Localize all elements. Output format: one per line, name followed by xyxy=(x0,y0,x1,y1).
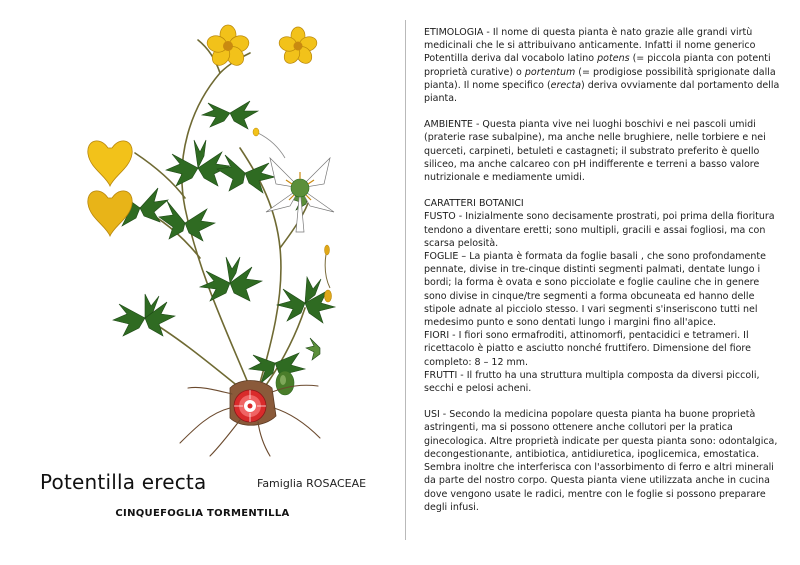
etimologia-text-2: (= piccola pianta con potenti proprietà curative) o xyxy=(424,53,771,78)
etimologia-text-1: ETIMOLOGIA - Il nome di questa pianta è nato grazie alle grandi virtù medicinali che le si attribuivano anticamente. Infatti il nome generico Potentilla deriva dal vocabolo latino xyxy=(424,27,756,65)
section-etimologia xyxy=(424,26,780,105)
etimologia-text-4: ) deriva ovviamente dal portamento della pianta. xyxy=(424,79,780,105)
flower-top xyxy=(205,25,251,69)
seed-detail-2 xyxy=(325,290,332,302)
caratteri-heading: CARATTERI BOTANICI xyxy=(424,198,524,210)
stems xyxy=(135,40,310,400)
section-ambiente: AMBIENTE - Questa pianta vive nei luoghi boschivi e nei pascoli umidi (praterie rase subalpine), ma anche nelle brughiere, nelle torbiere e nei querceti, carpineti, betuleti e castagneti; il substrato preferito è quello siliceo, ma anche calcareo con pH indifferente e terreni a basso valore nutrizionale e mediamente umidi. xyxy=(424,119,766,184)
seed-detail-1 xyxy=(325,245,331,288)
column-divider xyxy=(405,20,406,540)
species-name: Potentilla erecta xyxy=(40,470,207,494)
achene-detail xyxy=(276,371,294,395)
stamen-detail xyxy=(253,128,285,158)
petal-detail-2 xyxy=(88,191,132,236)
petal-detail-1 xyxy=(88,141,132,186)
common-name: CINQUEFOGLIA TORMENTILLA xyxy=(115,508,290,519)
flower-right xyxy=(277,27,318,66)
section-usi: USI - Secondo la medicina popolare questa pianta ha buone proprietà astringenti, ma si possono ottenere anche collutori per la pratica ginecologica. Altre proprietà indicate per questa pianta sono: odontalgica, decongestionante, antibiotica, antidiuretica, ipoglicemica, emostatica. Sembra inoltre che interferisca con l'assorbimento di ferro e altri minerali da parte del nostro corpo. Questa pianta viene utilizzata anche in cucina dove vengono usate le radici, mentre con le foglie si possono preparare degli infusi. xyxy=(424,409,778,513)
paragraph-foglie: FOGLIE – La pianta è formata da foglie basali , che sono profondamente pennate, divise in tre-cinque distinti segmenti palmati, dentate lungo i bordi; la forma è ovata e sono picciolate e foglie cauline che in genere sono divise in cinque/tre segmenti a forma obcuneata ed hanno delle stipole adnate al picciolo stesso. I vari segmenti s'inseriscono tutti nel medesimo punto e sono dentati lungo i margini fino all'apice. xyxy=(424,251,766,329)
root-cross-section xyxy=(234,390,266,422)
paragraph-fiori: FIORI - I fiori sono ermafroditi, attinomorfi, pentacidici e tetrameri. Il ricettacolo è piatto e asciutto nonché fruttifero. Dimensione del fiore completo: 8 – 12 mm. xyxy=(424,330,751,368)
flower-section-detail xyxy=(266,158,334,232)
leaves xyxy=(112,101,335,383)
etimologia-text-3: (= prodigiose possibilità sprigionate dalla pianta). Il nome specifico ( xyxy=(424,66,776,91)
paragraph-fusto: FUSTO - Inizialmente sono decisamente prostrati, poi prima della fioritura tendono a diventare eretti; sono multipli, gracili e assai fogliosi, ma con scarsa pelosità. xyxy=(424,211,775,249)
etimologia-term-potens: potens xyxy=(597,53,630,65)
paragraph-frutti: FRUTTI - Il frutto ha una struttura multipla composta da diversi piccoli, secchi e pelosi acheni. xyxy=(424,369,760,395)
etimologia-term-portentum: portentum xyxy=(524,66,576,78)
botanical-illustration xyxy=(80,18,370,458)
etimologia-term-erecta: erecta xyxy=(550,79,582,91)
description-panel xyxy=(424,26,780,527)
section-caratteri-botanici xyxy=(424,197,780,395)
family-name: Famiglia ROSACEAE xyxy=(257,477,367,490)
